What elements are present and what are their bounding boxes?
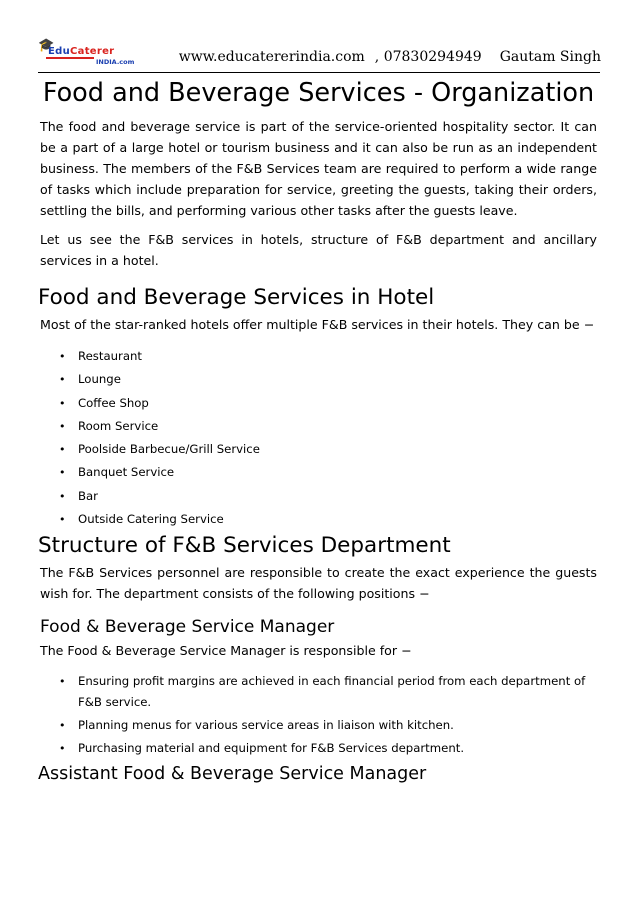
list-item: • Poolside Barbecue/Grill Service [40, 438, 597, 461]
logo-subtext: INDIA.com [96, 58, 135, 66]
manager-duties-list [40, 671, 597, 759]
list-item: • Bar [40, 485, 597, 508]
page-title: Food and Beverage Services - Organization [42, 78, 595, 108]
header-author: Gautam Singh [499, 49, 601, 65]
educaterer-logo [38, 38, 150, 72]
list-item: • Purchasing material and equipment for F&B Services department. [40, 738, 597, 759]
list-item: • Planning menus for various service areas in liaison with kitchen. [40, 715, 597, 736]
intro-paragraph-2: Let us see the F&B services in hotels, structure of F&B department and ancillary services in a hotel. [40, 232, 597, 268]
graduation-cap-icon: 🎓 [38, 38, 55, 53]
list-item: • Ensuring profit margins are achieved in each financial period from each department of F&B service. [40, 671, 597, 713]
list-item: • Coffee Shop [40, 392, 597, 415]
heading-fb-manager: Food & Beverage Service Manager [40, 617, 335, 638]
heading-assistant-manager: Assistant Food & Beverage Service Manager [38, 764, 427, 785]
list-item: • Restaurant [40, 345, 597, 368]
list-item: • Lounge [40, 368, 597, 391]
page-header [38, 34, 601, 74]
hotel-services-text: Most of the star-ranked hotels offer multiple F&B services in their hotels. They can be − [40, 317, 595, 332]
heading-fb-services-hotel: Food and Beverage Services in Hotel [38, 285, 435, 310]
list-item: • Outside Catering Service [40, 508, 597, 531]
list-item: • Banquet Service [40, 461, 597, 484]
document-body [40, 78, 597, 790]
intro-paragraph-1: The food and beverage service is part of the service-oriented hospitality sector. It can be a part of a large hotel or tourism business and it can also be run as an independent business. The members of the F&B Services team are required to perform a wide range of tasks which include preparation for service, greeting the guests, taking their orders, settling the bills, and performing various other tasks after the guests leave. [40, 119, 597, 218]
header-rule [38, 72, 600, 73]
logo-swoosh [46, 57, 94, 59]
header-website: www.educatererindia.com [178, 49, 365, 65]
list-item: • Room Service [40, 415, 597, 438]
header-phone: , 07830294949 [374, 49, 482, 65]
logo-text: EduCaterer [48, 46, 115, 57]
header-contact [179, 49, 601, 65]
manager-text: The Food & Beverage Service Manager is responsible for − [40, 643, 412, 659]
structure-text: The F&B Services personnel are responsible to create the exact experience the guests wish for. The department consists of the following positions − [40, 565, 597, 602]
heading-structure: Structure of F&B Services Department [38, 533, 451, 559]
hotel-services-list [40, 345, 597, 531]
